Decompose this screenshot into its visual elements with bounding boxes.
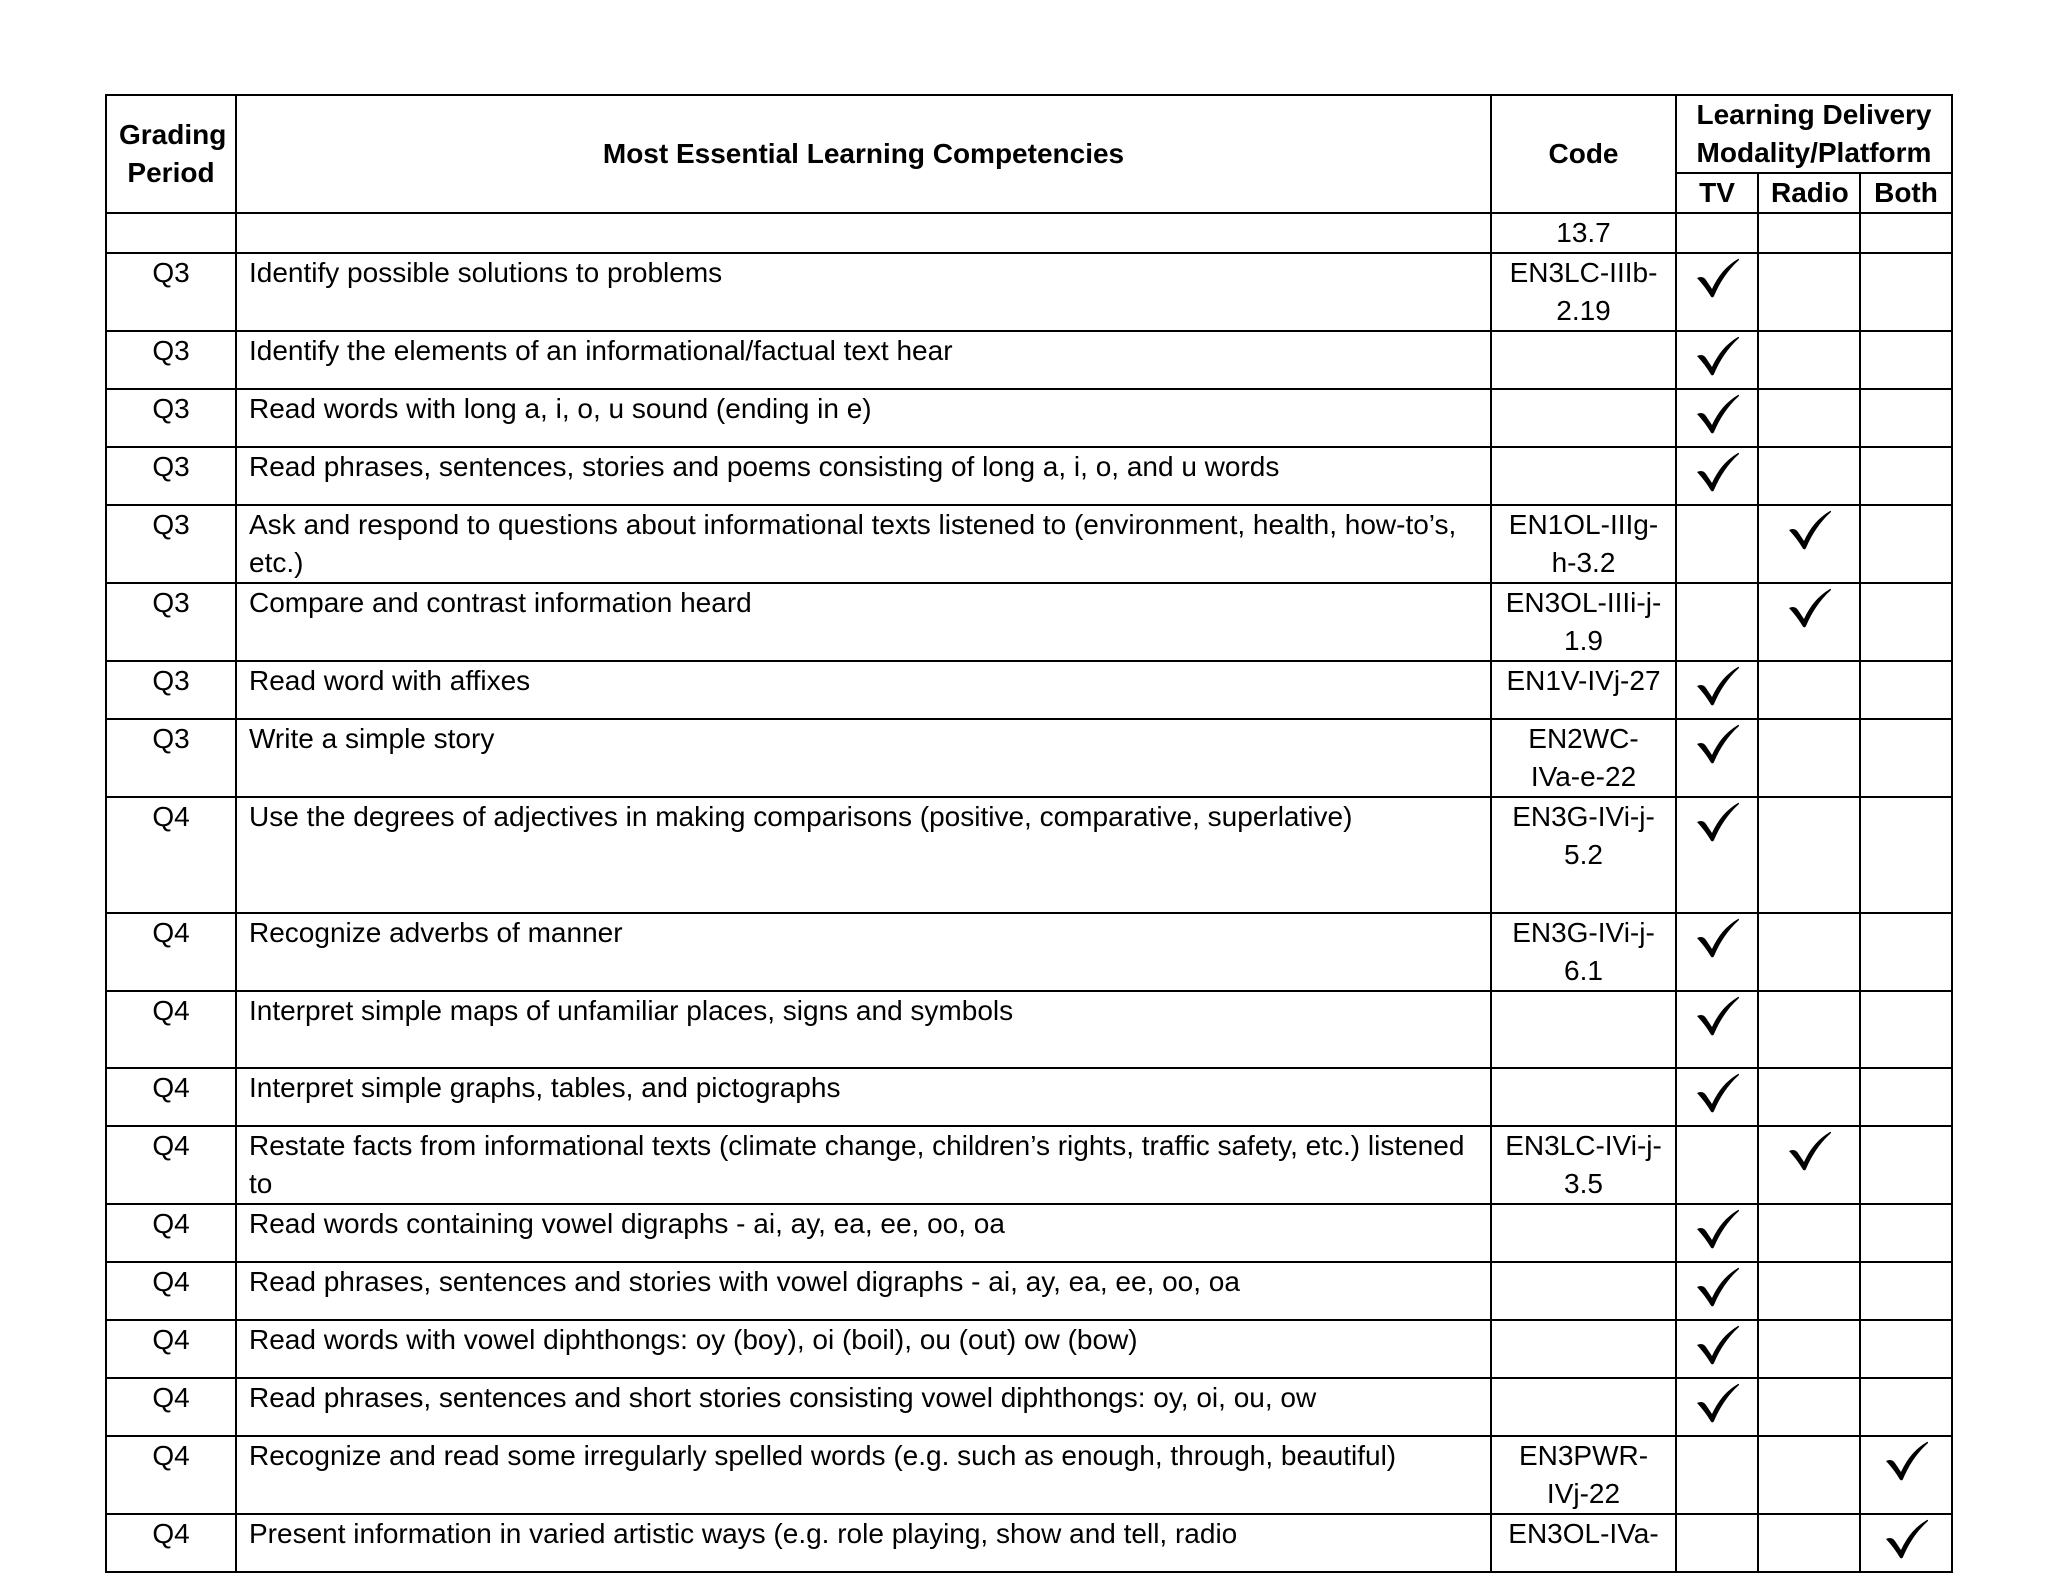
table-row <box>106 1068 1952 1126</box>
both-cell <box>1860 331 1952 389</box>
both-cell <box>1860 583 1952 661</box>
code-cell: EN3OL-IVa- <box>1491 1514 1676 1572</box>
grading-period-cell: Q3 <box>106 583 236 661</box>
radio-cell <box>1758 913 1860 991</box>
code-cell <box>1491 1204 1676 1262</box>
table-row <box>106 913 1952 991</box>
both-cell <box>1860 991 1952 1068</box>
tv-cell <box>1676 213 1758 253</box>
grading-period-cell: Q4 <box>106 1514 236 1572</box>
check-mark-icon <box>1882 1517 1930 1561</box>
tv-cell <box>1676 991 1758 1068</box>
radio-cell <box>1758 583 1860 661</box>
code-cell: EN3G-IVi-j-5.2 <box>1491 797 1676 913</box>
code-cell <box>1491 447 1676 505</box>
code-cell: EN3LC-IIIb-2.19 <box>1491 253 1676 331</box>
radio-cell <box>1758 253 1860 331</box>
competencies-table <box>105 94 1953 1573</box>
radio-cell <box>1758 1068 1860 1126</box>
competency-cell <box>236 213 1491 253</box>
competency-cell: Recognize and read some irregularly spelled words (e.g. such as enough, through, beautiful) <box>236 1436 1491 1514</box>
check-mark-icon <box>1785 1129 1833 1173</box>
competency-cell: Compare and contrast information heard <box>236 583 1491 661</box>
tv-cell <box>1676 913 1758 991</box>
radio-cell <box>1758 1126 1860 1204</box>
header-delivery-modality: Learning Delivery Modality/Platform <box>1676 95 1952 173</box>
check-mark-icon <box>1693 916 1741 960</box>
grading-period-cell: Q3 <box>106 505 236 583</box>
grading-period-cell: Q4 <box>106 991 236 1068</box>
tv-cell <box>1676 1436 1758 1514</box>
radio-cell <box>1758 505 1860 583</box>
code-cell <box>1491 331 1676 389</box>
check-mark-icon <box>1882 1439 1930 1483</box>
radio-cell <box>1758 797 1860 913</box>
header-code: Code <box>1491 95 1676 213</box>
radio-cell <box>1758 1204 1860 1262</box>
table-row <box>106 389 1952 447</box>
tv-cell <box>1676 1378 1758 1436</box>
tv-cell <box>1676 331 1758 389</box>
competency-cell: Write a simple story <box>236 719 1491 797</box>
both-cell <box>1860 447 1952 505</box>
competency-cell: Read word with affixes <box>236 661 1491 719</box>
both-cell <box>1860 797 1952 913</box>
both-cell <box>1860 1436 1952 1514</box>
check-mark-icon <box>1693 1071 1741 1115</box>
tv-cell <box>1676 1204 1758 1262</box>
table-row <box>106 447 1952 505</box>
code-cell <box>1491 1378 1676 1436</box>
radio-cell <box>1758 1320 1860 1378</box>
table-row <box>106 331 1952 389</box>
radio-cell <box>1758 1514 1860 1572</box>
header-radio: Radio <box>1758 173 1860 213</box>
table-row <box>106 583 1952 661</box>
table-row <box>106 1378 1952 1436</box>
tv-cell <box>1676 661 1758 719</box>
code-cell: 13.7 <box>1491 213 1676 253</box>
table-body <box>106 213 1952 1572</box>
both-cell <box>1860 389 1952 447</box>
both-cell <box>1860 505 1952 583</box>
table-row <box>106 1320 1952 1378</box>
check-mark-icon <box>1693 994 1741 1038</box>
code-cell <box>1491 1320 1676 1378</box>
tv-cell <box>1676 253 1758 331</box>
tv-cell <box>1676 1514 1758 1572</box>
both-cell <box>1860 1068 1952 1126</box>
table-row <box>106 991 1952 1068</box>
competency-cell: Interpret simple maps of unfamiliar places, signs and symbols <box>236 991 1491 1068</box>
grading-period-cell: Q4 <box>106 1378 236 1436</box>
header-tv: TV <box>1676 173 1758 213</box>
both-cell <box>1860 1262 1952 1320</box>
table-row <box>106 505 1952 583</box>
grading-period-cell: Q4 <box>106 1204 236 1262</box>
competency-cell: Recognize adverbs of manner <box>236 913 1491 991</box>
table-row <box>106 213 1952 253</box>
radio-cell <box>1758 447 1860 505</box>
tv-cell <box>1676 1068 1758 1126</box>
header-grading-period: Grading Period <box>106 95 236 213</box>
competency-cell: Read words with vowel diphthongs: oy (boy), oi (boil), ou (out) ow (bow) <box>236 1320 1491 1378</box>
check-mark-icon <box>1693 1207 1741 1251</box>
competency-cell: Present information in varied artistic ways (e.g. role playing, show and tell, radio <box>236 1514 1491 1572</box>
header-competencies: Most Essential Learning Competencies <box>236 95 1491 213</box>
check-mark-icon <box>1693 1381 1741 1425</box>
code-cell <box>1491 991 1676 1068</box>
grading-period-cell: Q3 <box>106 447 236 505</box>
both-cell <box>1860 1126 1952 1204</box>
grading-period-cell: Q4 <box>106 913 236 991</box>
competency-cell: Interpret simple graphs, tables, and pictographs <box>236 1068 1491 1126</box>
tv-cell <box>1676 1262 1758 1320</box>
radio-cell <box>1758 1436 1860 1514</box>
tv-cell <box>1676 1320 1758 1378</box>
radio-cell <box>1758 1378 1860 1436</box>
competency-cell: Identify the elements of an informational/factual text hear <box>236 331 1491 389</box>
grading-period-cell <box>106 213 236 253</box>
grading-period-cell: Q4 <box>106 1320 236 1378</box>
competency-cell: Use the degrees of adjectives in making comparisons (positive, comparative, superlative) <box>236 797 1491 913</box>
tv-cell <box>1676 583 1758 661</box>
check-mark-icon <box>1693 800 1741 844</box>
both-cell <box>1860 1378 1952 1436</box>
code-cell: EN3OL-IIIi-j-1.9 <box>1491 583 1676 661</box>
check-mark-icon <box>1693 664 1741 708</box>
header-both: Both <box>1860 173 1952 213</box>
both-cell <box>1860 1320 1952 1378</box>
table-row <box>106 1436 1952 1514</box>
grading-period-cell: Q3 <box>106 661 236 719</box>
radio-cell <box>1758 213 1860 253</box>
both-cell <box>1860 913 1952 991</box>
table-row <box>106 661 1952 719</box>
table-row <box>106 719 1952 797</box>
check-mark-icon <box>1693 722 1741 766</box>
radio-cell <box>1758 331 1860 389</box>
table-row <box>106 1514 1952 1572</box>
grading-period-cell: Q4 <box>106 1068 236 1126</box>
competency-cell: Read phrases, sentences and short stories consisting vowel diphthongs: oy, oi, ou, ow <box>236 1378 1491 1436</box>
code-cell: EN3PWR-IVj-22 <box>1491 1436 1676 1514</box>
table-row <box>106 253 1952 331</box>
grading-period-cell: Q3 <box>106 253 236 331</box>
competency-cell: Identify possible solutions to problems <box>236 253 1491 331</box>
both-cell <box>1860 1514 1952 1572</box>
competency-cell: Read phrases, sentences, stories and poems consisting of long a, i, o, and u words <box>236 447 1491 505</box>
competency-cell: Read phrases, sentences and stories with vowel digraphs - ai, ay, ea, ee, oo, oa <box>236 1262 1491 1320</box>
radio-cell <box>1758 661 1860 719</box>
radio-cell <box>1758 389 1860 447</box>
radio-cell <box>1758 1262 1860 1320</box>
code-cell <box>1491 1068 1676 1126</box>
grading-period-cell: Q4 <box>106 1262 236 1320</box>
check-mark-icon <box>1693 392 1741 436</box>
code-cell: EN1OL-IIIg-h-3.2 <box>1491 505 1676 583</box>
code-cell: EN1V-IVj-27 <box>1491 661 1676 719</box>
tv-cell <box>1676 505 1758 583</box>
code-cell: EN3LC-IVi-j-3.5 <box>1491 1126 1676 1204</box>
check-mark-icon <box>1785 508 1833 552</box>
check-mark-icon <box>1785 586 1833 630</box>
table-row <box>106 1126 1952 1204</box>
grading-period-cell: Q3 <box>106 719 236 797</box>
code-cell: EN2WC-IVa-e-22 <box>1491 719 1676 797</box>
competency-cell: Ask and respond to questions about informational texts listened to (environment, health, how-to’s, etc.) <box>236 505 1491 583</box>
radio-cell <box>1758 991 1860 1068</box>
competency-cell: Read words with long a, i, o, u sound (ending in e) <box>236 389 1491 447</box>
radio-cell <box>1758 719 1860 797</box>
grading-period-cell: Q3 <box>106 331 236 389</box>
both-cell <box>1860 253 1952 331</box>
tv-cell <box>1676 719 1758 797</box>
tv-cell <box>1676 447 1758 505</box>
tv-cell <box>1676 1126 1758 1204</box>
grading-period-cell: Q4 <box>106 1436 236 1514</box>
table-row <box>106 1262 1952 1320</box>
table-row <box>106 797 1952 913</box>
code-cell <box>1491 1262 1676 1320</box>
tv-cell <box>1676 389 1758 447</box>
code-cell <box>1491 389 1676 447</box>
both-cell <box>1860 1204 1952 1262</box>
code-cell: EN3G-IVi-j-6.1 <box>1491 913 1676 991</box>
tv-cell <box>1676 797 1758 913</box>
check-mark-icon <box>1693 1265 1741 1309</box>
both-cell <box>1860 719 1952 797</box>
grading-period-cell: Q4 <box>106 797 236 913</box>
check-mark-icon <box>1693 334 1741 378</box>
grading-period-cell: Q4 <box>106 1126 236 1204</box>
competency-cell: Restate facts from informational texts (climate change, children’s rights, traffic safety, etc.) listened to <box>236 1126 1491 1204</box>
grading-period-cell: Q3 <box>106 389 236 447</box>
table-row <box>106 1204 1952 1262</box>
competency-cell: Read words containing vowel digraphs - ai, ay, ea, ee, oo, oa <box>236 1204 1491 1262</box>
both-cell <box>1860 661 1952 719</box>
check-mark-icon <box>1693 256 1741 300</box>
both-cell <box>1860 213 1952 253</box>
check-mark-icon <box>1693 1323 1741 1367</box>
check-mark-icon <box>1693 450 1741 494</box>
